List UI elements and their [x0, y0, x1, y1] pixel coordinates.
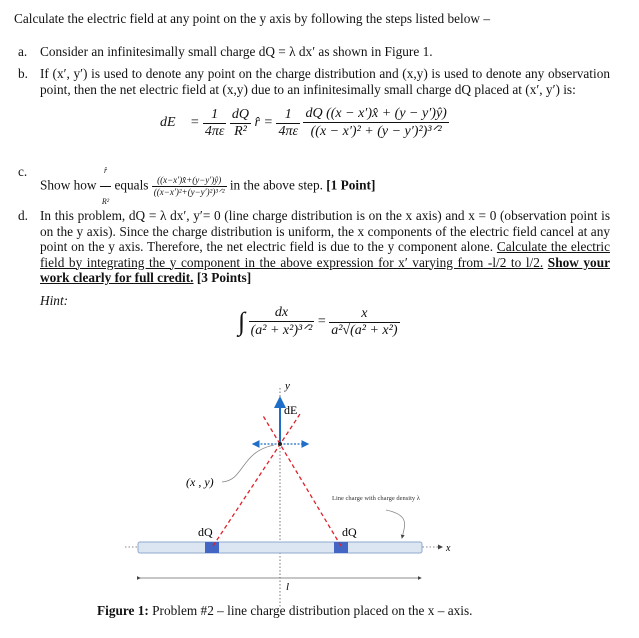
observation-point	[278, 442, 282, 446]
eq-frac3-den: 4πε	[278, 123, 298, 139]
item-c-marker: c.	[18, 164, 28, 179]
figure-caption	[97, 603, 472, 619]
eq-frac2-den: R²	[234, 123, 247, 139]
eq-frac4-num: dQ ((x − x′)x̂ + (y − y′)ŷ)	[305, 106, 447, 121]
eq-frac2-num: dQ	[231, 106, 250, 122]
rod-leader-line	[386, 510, 405, 538]
line-charge-label: Line charge with charge density λ	[332, 495, 420, 502]
hint-label: Hint:	[40, 293, 69, 308]
hint-equals: =	[317, 314, 326, 329]
y-axis-label: y	[285, 380, 290, 392]
eq-frac3-num: 1	[276, 107, 300, 124]
point-label: (x , y)	[186, 475, 214, 489]
caption-text: Problem #2 – line charge distribution placed on the x – axis.	[152, 603, 473, 618]
dq-right-element	[334, 542, 348, 553]
line-charge-rod	[138, 542, 422, 553]
dashed-line-left	[213, 414, 300, 546]
dq-left-label: dQ	[198, 525, 213, 539]
hint-rhs-den: a²√(a² + x²)	[331, 322, 398, 338]
c-frac2-den: ((x−x′)²+(y−y′)²)³ᐟ²	[153, 187, 225, 197]
dq-left-element	[205, 542, 219, 553]
point-leader-line	[222, 445, 274, 482]
hint-lhs-num: dx	[249, 305, 315, 322]
hint-lhs-den: (a² + x²)³ᐟ²	[250, 323, 313, 338]
item-d-underlined: Calculate the electric field by integrating the y component in the above expression for x′ varying from -l/2 to l/2.	[40, 239, 611, 270]
x-axis-label: x	[446, 543, 451, 554]
c-frac1-den: R²	[101, 197, 110, 206]
length-label: l	[286, 581, 290, 593]
item-b-text: If (x′, y′) is used to denote any point on the charge distribution and (x,y) is used to denote any observation point, then the net electric field at (x,y) due to an infinitesimally small charge dQ placed at (x′, y′) is:	[40, 66, 610, 97]
intro-text: Calculate the electric field at any point on the y axis by following the steps listed below –	[14, 11, 490, 26]
item-a-marker: a.	[18, 44, 28, 59]
de-label: dE	[284, 403, 298, 417]
eq-rhat: r̂ =	[254, 115, 273, 130]
eq-frac1-num: 1	[203, 107, 227, 124]
item-d-bold-underlined: Show your work clearly for full credit.	[40, 254, 610, 285]
item-c-mid: equals	[114, 177, 149, 193]
integral-sign: ∫	[238, 307, 246, 336]
item-c-before: Show how	[40, 177, 97, 193]
c-frac1-num: r̂	[100, 156, 111, 187]
item-d-body: In this problem, dQ = λ dx′, y′= 0 (line charge distribution is on the x axis) and x = 0 (observation point is on the y axis). Since the charge distribution is uniform, the x components of the electric field cancel at any point on the y axis. Therefore, the net electric field is due to the y component alone.	[40, 208, 610, 254]
item-c-points: [1 Point]	[326, 177, 376, 193]
caption-label: Figure 1:	[97, 603, 149, 618]
eq-lhs: dE⃗ =	[160, 115, 200, 130]
item-b-marker: b.	[18, 66, 28, 81]
item-a-text: Consider an infinitesimally small charge dQ = λ dx′ as shown in Figure 1.	[40, 44, 433, 59]
item-c-after: in the above step.	[229, 177, 323, 193]
hint-rhs-num: x	[329, 306, 399, 323]
c-frac2-num: ((x−x′)x̂+(y−y′)ŷ)	[152, 175, 227, 187]
eq-frac1-den: 4πε	[204, 123, 225, 139]
dashed-line-right	[262, 414, 341, 546]
dq-right-label: dQ	[342, 525, 357, 539]
item-d-points: [3 Points]	[196, 270, 252, 285]
item-d-marker: d.	[18, 208, 28, 223]
eq-frac4-den: ((x − x′)² + (y − y′)²)³ᐟ²	[310, 124, 442, 139]
